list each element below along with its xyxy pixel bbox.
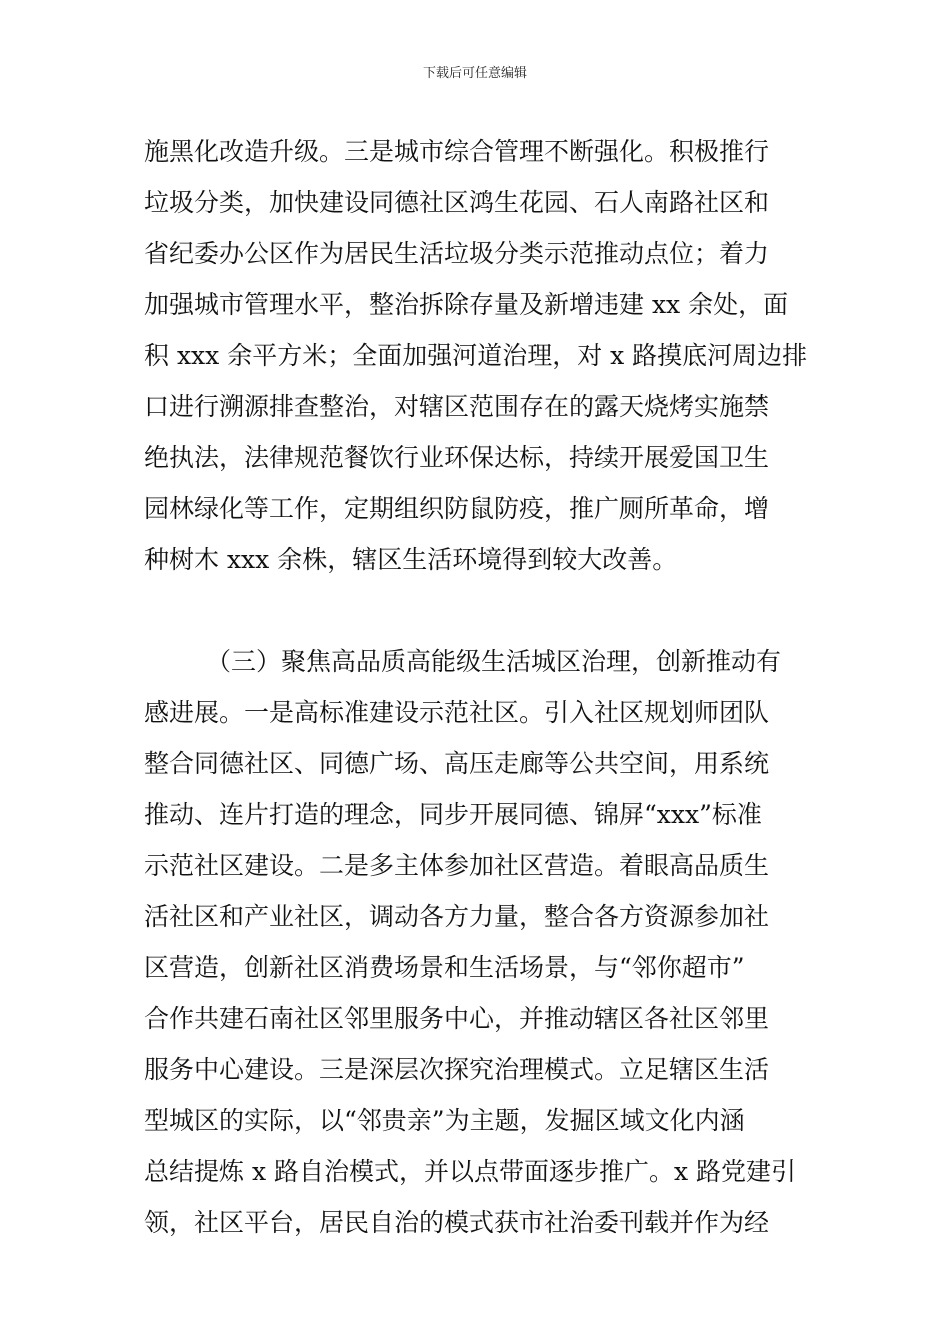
- text-line: 施黑化改造升级。三是城市综合管理不断强化。积极推行: [144, 137, 770, 166]
- text-line: 型城区的实际，以“邻贵亲”为主题，发掘区域文化内涵: [144, 1106, 745, 1135]
- text-line: 领，社区平台，居民自治的模式获市社治委刊载并作为经: [144, 1208, 770, 1237]
- text-line: 绝执法，法律规范餐饮行业环保达标，持续开展爱国卫生: [144, 443, 770, 472]
- text-line: 服务中心建设。三是深层次探究治理模式。立足辖区生活: [144, 1055, 770, 1084]
- text-line: 感进展。一是高标准建设示范社区。引入社区规划师团队: [144, 698, 770, 727]
- text-line: 园林绿化等工作，定期组织防鼠防疫，推广厕所革命，增: [144, 494, 770, 523]
- text-line: 合作共建石南社区邻里服务中心，并推动辖区各社区邻里: [144, 1004, 770, 1033]
- paragraph-spacer: [144, 585, 808, 636]
- text-line: 活社区和产业社区，调动各方力量，整合各方资源参加社: [144, 902, 770, 931]
- text-line: 种树木 xxx 余株，辖区生活环境得到较大改善。: [144, 545, 678, 574]
- paragraph-1: [144, 126, 808, 585]
- text-line: 区营造，创新社区消费场景和生活场景，与“邻你超市”: [144, 953, 745, 982]
- page-header: 下载后可任意编辑: [422, 66, 527, 81]
- text-line: 示范社区建设。二是多主体参加社区营造。着眼高品质生: [144, 851, 770, 880]
- text-line: 加强城市管理水平，整治拆除存量及新增违建 xx 余处，面: [144, 290, 789, 319]
- text-line: 省纪委办公区作为居民生活垃圾分类示范推动点位；着力: [144, 239, 770, 268]
- text-line: 整合同德社区、同德广场、高压走廊等公共空间，用系统: [144, 749, 770, 778]
- text-line: 口进行溯源排查整治，对辖区范围存在的露天烧烤实施禁: [144, 392, 770, 421]
- text-line: 垃圾分类，加快建设同德社区鸿生花园、石人南路社区和: [144, 188, 770, 217]
- text-line: 总结提炼 x 路自治模式，并以点带面逐步推广。x 路党建引: [144, 1157, 797, 1186]
- text-line: 推动、连片打造的理念，同步开展同德、锦屏“xxx”标准: [144, 800, 762, 829]
- text-line: 积 xxx 余平方米；全面加强河道治理，对 x 路摸底河周边排: [144, 341, 808, 370]
- paragraph-2: [144, 636, 808, 1248]
- document-body: [144, 126, 808, 1248]
- text-line: （三）聚焦高品质高能级生活城区治理，创新推动有: [206, 647, 782, 676]
